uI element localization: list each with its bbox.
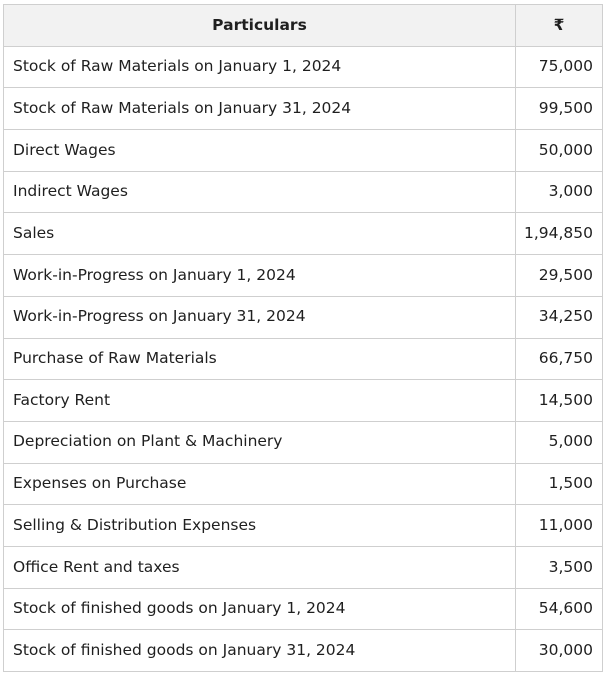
table-row [4,630,603,672]
table-row [4,213,603,255]
row-amount: 54,600 [516,588,603,630]
row-particular: Stock of Raw Materials on January 1, 2024 [4,46,516,88]
table-header-row [4,5,603,47]
row-particular: Direct Wages [4,130,516,172]
header-currency: ₹ [516,5,603,47]
table-row [4,130,603,172]
table-row [4,171,603,213]
table-row [4,463,603,505]
row-particular: Stock of finished goods on January 1, 2024 [4,588,516,630]
row-amount: 50,000 [516,130,603,172]
row-particular: Depreciation on Plant & Machinery [4,421,516,463]
row-amount: 66,750 [516,338,603,380]
header-particulars: Particulars [4,5,516,47]
row-amount: 29,500 [516,255,603,297]
row-amount: 3,000 [516,171,603,213]
row-particular: Stock of Raw Materials on January 31, 2024 [4,88,516,130]
row-amount: 11,000 [516,505,603,547]
row-particular: Indirect Wages [4,171,516,213]
row-amount: 3,500 [516,546,603,588]
particulars-table [3,4,603,672]
row-amount: 1,500 [516,463,603,505]
row-particular: Purchase of Raw Materials [4,338,516,380]
table-row [4,255,603,297]
table-row [4,338,603,380]
row-particular: Work-in-Progress on January 31, 2024 [4,296,516,338]
row-amount: 99,500 [516,88,603,130]
table-row [4,505,603,547]
row-amount: 75,000 [516,46,603,88]
row-particular: Stock of finished goods on January 31, 2024 [4,630,516,672]
row-amount: 14,500 [516,380,603,422]
row-particular: Office Rent and taxes [4,546,516,588]
row-particular: Selling & Distribution Expenses [4,505,516,547]
table-row [4,546,603,588]
table-row [4,421,603,463]
row-amount: 5,000 [516,421,603,463]
table-row [4,588,603,630]
row-amount: 34,250 [516,296,603,338]
row-particular: Expenses on Purchase [4,463,516,505]
table-row [4,380,603,422]
row-particular: Factory Rent [4,380,516,422]
table-row [4,46,603,88]
table-row [4,296,603,338]
row-amount: 1,94,850 [516,213,603,255]
table-row [4,88,603,130]
row-particular: Sales [4,213,516,255]
row-particular: Work-in-Progress on January 1, 2024 [4,255,516,297]
row-amount: 30,000 [516,630,603,672]
